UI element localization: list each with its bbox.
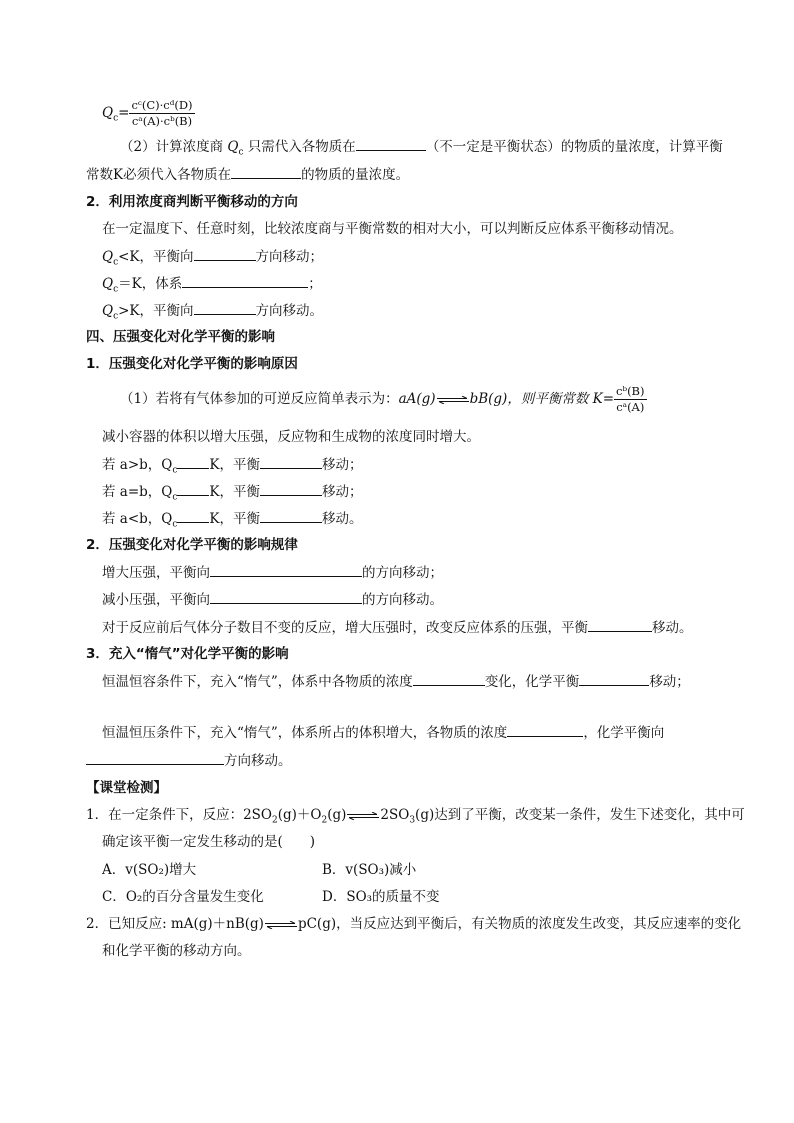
case-2: 若 a=b，$Q_c$ K，平衡 移动；	[102, 481, 363, 508]
section-4-title: 四、压强变化对化学平衡的影响	[86, 329, 275, 345]
answer-blank[interactable]	[177, 508, 209, 523]
answer-blank[interactable]	[210, 589, 362, 604]
section-4-3-line-3: 方向移动。	[86, 750, 292, 771]
compare-2: $Q_c=K$，体系 ；	[102, 273, 322, 300]
question-1-line-1: 1．在一定条件下，反应：$2SO_2(g)+O_2(g)$ $2SO_3(g)$达到了平衡，改变某一条件，发生下述变化，其中可	[86, 807, 745, 826]
heading-2-text: 在一定温度下、任意时刻，比较浓度商与平衡常数的相对大小，可以判断反应体系平衡移动情况。	[102, 221, 683, 237]
classroom-check-title: 【课堂检测】	[86, 780, 167, 796]
answer-blank[interactable]	[177, 454, 209, 469]
answer-blank[interactable]	[231, 164, 301, 179]
option-c[interactable]: C．O₂的百分含量发生变化	[102, 889, 264, 905]
equilibrium-arrow-icon	[436, 396, 470, 404]
section-4-2-line-2: 减小压强，平衡向 的方向移动。	[102, 589, 443, 610]
case-1: 若 a>b，$Q_c$ K，平衡 移动；	[102, 454, 363, 481]
section-4-1-title: 1．压强变化对化学平衡的影响原因	[86, 356, 298, 372]
answer-blank[interactable]	[579, 671, 649, 686]
answer-blank[interactable]	[413, 671, 485, 686]
equilibrium-arrow-icon	[264, 921, 298, 929]
answer-blank[interactable]	[260, 508, 322, 523]
k-fraction: $\frac{\text{cᵇ(B)}}{\text{cᵃ(A)}}$	[616, 384, 645, 414]
question-1-line-2: 确定该平衡一定发生移动的是( )	[102, 834, 316, 850]
section-4-2-line-3: 对于反应前后气体分子数目不变的反应，增大压强时，改变反应体系的压强，平衡 移动。	[102, 617, 693, 638]
answer-blank[interactable]	[260, 481, 322, 496]
section-4-2-title: 2．压强变化对化学平衡的影响规律	[86, 537, 298, 553]
answer-blank[interactable]	[86, 750, 224, 765]
question-2-line-2: 和化学平衡的移动方向。	[102, 943, 251, 959]
section-4-3-line-1: 恒温恒容条件下，充入“惰气”，体系中各物质的浓度 变化，化学平衡 移动；	[102, 671, 690, 692]
answer-blank[interactable]	[182, 273, 308, 288]
para-2-line-2: 常数K必须代入各物质在 的物质的量浓度。	[86, 164, 409, 185]
answer-blank[interactable]	[507, 722, 583, 737]
compare-3: $Q_c>K$，平衡向 方向移动。	[102, 300, 323, 327]
section-4-3-line-2: 恒温恒压条件下，充入“惰气”，体系所占的体积增大，各物质的浓度 ，化学平衡向	[102, 722, 664, 743]
compare-1: $Q_c<K$，平衡向 方向移动；	[102, 246, 323, 273]
q-fraction: $\frac{\text{cᶜ(C)·cᵈ(D)}}{\text{cᵃ(A)·cᵇ(B)}}$	[131, 98, 193, 128]
case-3: 若 a<b，$Q_c$ K，平衡 移动。	[102, 508, 363, 535]
answer-blank[interactable]	[210, 562, 362, 577]
answer-blank[interactable]	[588, 617, 652, 632]
heading-2: 2．利用浓度商判断平衡移动的方向	[86, 194, 298, 210]
answer-blank[interactable]	[260, 454, 322, 469]
section-4-1-text: 减小容器的体积以增大压强，反应物和生成物的浓度同时增大。	[102, 429, 480, 445]
question-2-line-1: 2．已知反应: mA(g)＋nB(g) pC(g)，当反应达到平衡后，有关物质的浓度发生改变，其反应速率的变化	[86, 916, 742, 932]
answer-blank[interactable]	[194, 246, 256, 261]
answer-blank[interactable]	[194, 300, 256, 315]
section-4-3-title: 3．充入“惰气”对化学平衡的影响	[86, 646, 289, 662]
section-4-2-line-1: 增大压强，平衡向 的方向移动；	[102, 562, 443, 583]
option-d[interactable]: D．SO₃的质量不变	[322, 889, 440, 905]
answer-blank[interactable]	[177, 481, 209, 496]
q-formula: $Q_c=$ $\frac{\text{cᶜ(C)·cᵈ(D)}}{\text{cᵃ(A)·cᵇ(B)}}$	[102, 98, 193, 128]
answer-blank[interactable]	[356, 136, 426, 151]
option-a[interactable]: A．v(SO₂)增大	[102, 862, 197, 878]
equilibrium-arrow-icon	[346, 812, 380, 820]
section-4-1-formula: （1）若将有气体参加的可逆反应简单表示为：aA(g) bB(g)，则平衡常数 K= $\frac{\text{cᵇ(B)}}{\text{cᵃ(A)}}$	[120, 384, 645, 414]
para-2-line-1: （2）计算浓度商 $Q_c$ 只需代入各物质在 （不一定是平衡状态）的物质的量浓度，计算平衡	[120, 136, 723, 163]
option-b[interactable]: B．v(SO₃)减小	[322, 862, 417, 878]
